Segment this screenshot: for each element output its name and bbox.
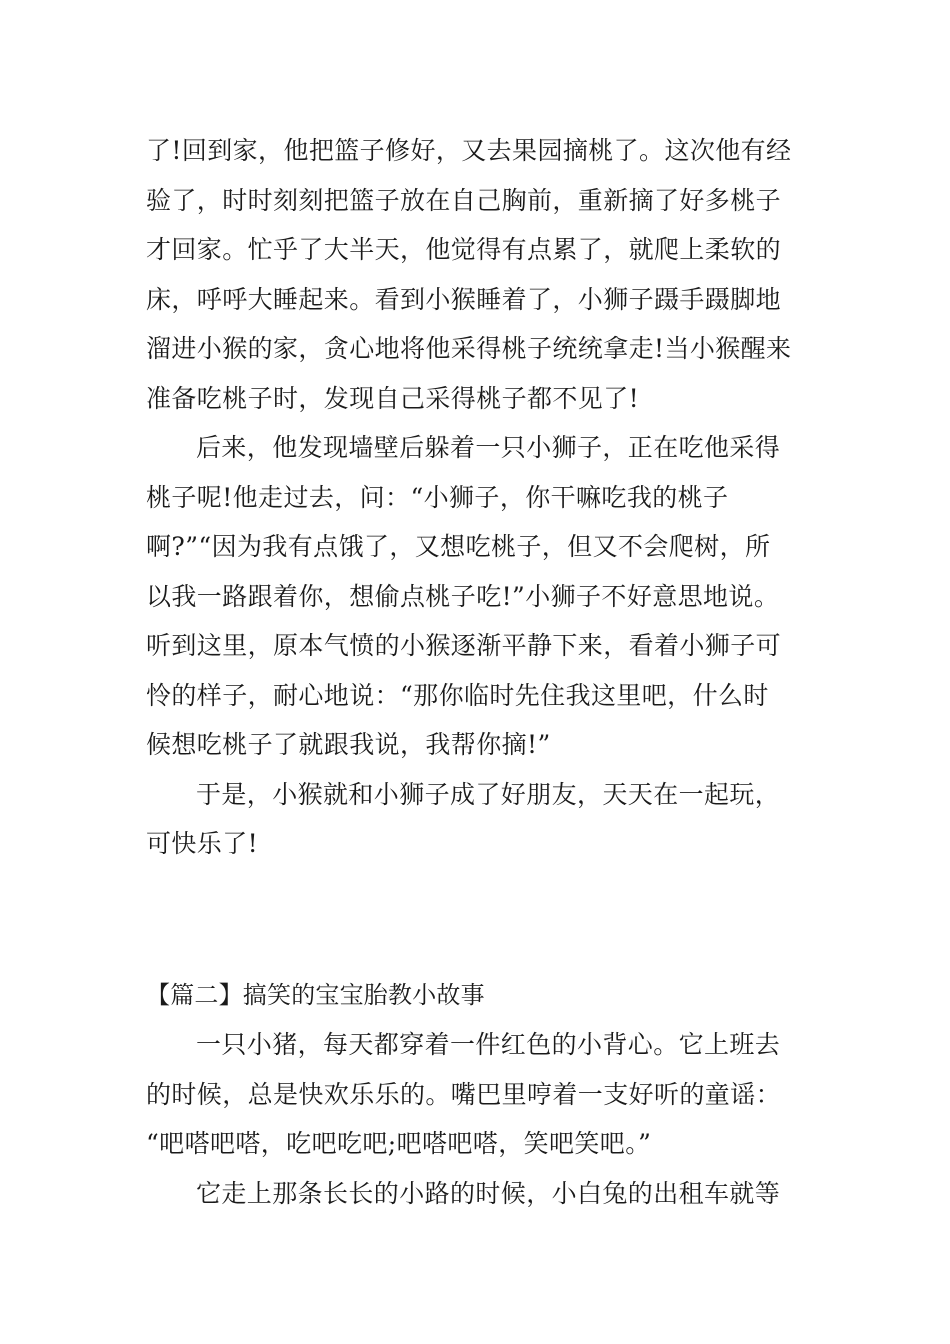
story1-p3-line-2: 可快乐了! bbox=[146, 829, 259, 858]
story1-p1-line-6: 准备吃桃子时，发现自己采得桃子都不见了! bbox=[146, 384, 640, 413]
story1-p1-line-1: 了!回到家，他把篮子修好，又去果园摘桃了。这次他有经 bbox=[146, 136, 792, 165]
story1-p2-line-7: 候想吃桃子了就跟我说，我帮你摘!” bbox=[146, 730, 551, 759]
story1-p1-line-2: 验了，时时刻刻把篮子放在自己胸前，重新摘了好多桃子 bbox=[146, 186, 782, 215]
story1-p2-line-1: 后来，他发现墙壁后躲着一只小狮子，正在吃他采得 bbox=[196, 433, 781, 462]
story1-p1-line-5: 溜进小猴的家，贪心地将他采得桃子统统拿走!当小猴醒来 bbox=[146, 334, 792, 363]
story2-p1-line-2: 的时候，总是快欢乐乐的。嘴巴里哼着一支好听的童谣： bbox=[146, 1080, 782, 1109]
story1-p1-line-3: 才回家。忙乎了大半天，他觉得有点累了，就爬上柔软的 bbox=[146, 235, 782, 264]
story1-p2-line-4: 以我一路跟着你，想偷点桃子吃!”小狮子不好意思地说。 bbox=[146, 582, 780, 611]
story1-p2-line-2: 桃子呢!他走过去，问：“小狮子，你干嘛吃我的桃子 bbox=[146, 483, 729, 512]
story1-p2-line-6: 怜的样子，耐心地说：“那你临时先住我这里吧，什么时 bbox=[146, 681, 769, 710]
story1-p2-line-5: 听到这里，原本气愤的小猴逐渐平静下来，看着小狮子可 bbox=[146, 631, 782, 660]
story2-p2-line-1: 它走上那条长长的小路的时候，小白兔的出租车就等 bbox=[196, 1179, 781, 1208]
story2-p1-line-3: “吧嗒吧嗒，吃吧吃吧;吧嗒吧嗒，笑吧笑吧。” bbox=[146, 1129, 652, 1158]
story1-p3-line-1: 于是，小猴就和小狮子成了好朋友，天天在一起玩， bbox=[196, 780, 781, 809]
section-heading: 【篇二】搞笑的宝宝胎教小故事 bbox=[146, 981, 485, 1009]
story1-p2-line-3: 啊?”“因为我有点饿了，又想吃桃子，但又不会爬树，所 bbox=[146, 532, 771, 561]
story2-p1-line-1: 一只小猪，每天都穿着一件红色的小背心。它上班去 bbox=[196, 1030, 781, 1059]
story1-p1-line-4: 床，呼呼大睡起来。看到小猴睡着了，小狮子蹑手蹑脚地 bbox=[146, 285, 782, 314]
